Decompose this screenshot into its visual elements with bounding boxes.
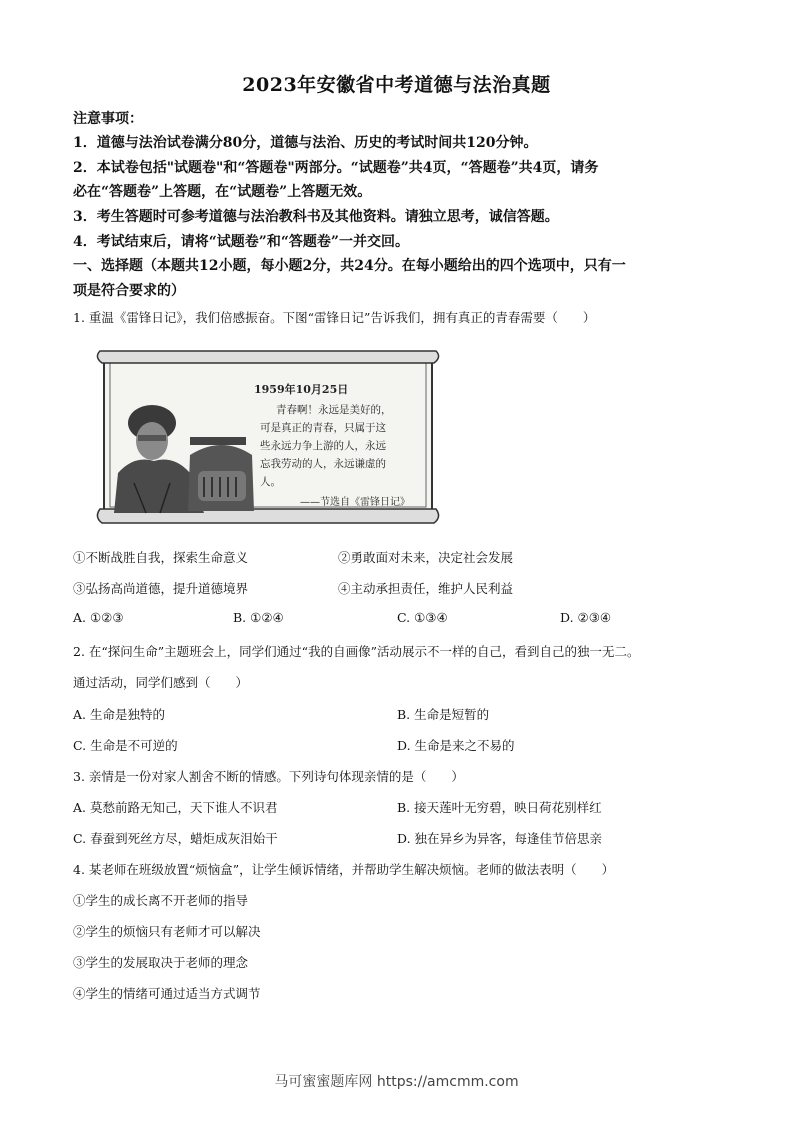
q3-option-c: C. 春蚕到死丝方尽，蜡炬成灰泪始干 [73,831,278,846]
question-3-stem: 3. 亲情是一份对家人割舍不断的情感。下列诗句体现亲情的是（ ） [73,769,464,784]
diary-line: 人。 [260,476,281,488]
q1-statement: ③弘扬高尚道德，提升道德境界 [73,581,249,596]
q1-option-d: D. ②③④ [560,610,612,625]
notice-item: 4．考试结束后，请将“试题卷”和“答题卷”一并交回。 [73,234,409,250]
q2-option-b: B. 生命是短暂的 [397,707,490,722]
notice-item: 1．道德与法治试卷满分80分，道德与法治、历史的考试时间共120分钟。 [73,135,538,151]
notice-item: 2．本试卷包括"试题卷"和“答题卷"两部分。“试题卷”共4页，“答题卷”共4页，请务 [73,160,599,176]
diary-line: 青春啊！永远是美好的， [276,404,392,416]
notice-item: 3．考生答题时可参考道德与法治教科书及其他资料。请独立思考，诚信答题。 [73,209,559,225]
q1-statement: ①不断战胜自我，探索生命意义 [73,550,249,565]
q2-option-a: A. 生命是独特的 [73,707,165,722]
notice-heading: 注意事项： [73,111,143,127]
diary-date: 1959年10月25日 [254,383,349,396]
question-4-stem: 4. 某老师在班级放置“烦恼盒”，让学生倾诉情绪，并帮助学生解决烦恼。老师的做法表明（ ） [73,862,615,877]
q4-statement: ③学生的发展取决于老师的理念 [73,955,249,970]
diary-line: 可是真正的青春，只属于这 [260,422,386,434]
q4-statement: ①学生的成长离不开老师的指导 [73,893,249,908]
question-1-stem: 1. 重温《雷锋日记》，我们倍感振奋。下图“雷锋日记”告诉我们，拥有真正的青春需要（ ） [73,310,596,325]
page-title: 2023年安徽省中考道德与法治真题 [242,74,551,96]
q1-option-b: B. ①②④ [233,610,284,625]
diary-line: 些永远力争上游的人，永远 [260,440,386,452]
lei-feng-diary-image [94,343,442,526]
q1-option-a: A. ①②③ [73,610,124,625]
q3-option-b: B. 接天莲叶无穷碧，映日荷花别样红 [397,800,602,815]
footer-watermark: 马可蜜蜜题库网 https://amcmm.com [274,1074,519,1090]
diary-line: 忘我劳动的人，永远谦虚的 [260,458,386,470]
q4-statement: ②学生的烦恼只有老师才可以解决 [73,924,261,939]
section-heading: 一、选择题（本题共12小题，每小题2分，共24分。在每小题给出的四个选项中，只有一 [73,258,626,274]
q2-option-d: D. 生命是来之不易的 [397,738,515,753]
question-2-stem: 2. 在“探问生命”主题班会上，同学们通过“我的自画像”活动展示不一样的自己，看到自己的独一无二。 [73,644,640,659]
q3-option-a: A. 莫愁前路无知己，天下谁人不识君 [73,800,278,815]
question-2-stem-cont: 通过活动，同学们感到（ ） [73,675,249,690]
q1-statement: ④主动承担责任，维护人民利益 [338,581,514,596]
q2-option-c: C. 生命是不可逆的 [73,738,178,753]
q3-option-d: D. 独在异乡为异客，每逢佳节倍思亲 [397,831,603,846]
section-heading-cont: 项是符合要求的） [73,283,185,299]
q4-statement: ④学生的情绪可通过适当方式调节 [73,986,261,1001]
diary-source: ——节选自《雷锋日记》 [300,497,410,508]
notice-item: 必在“答题卷”上答题，在“试题卷”上答题无效。 [73,184,372,200]
q1-statement: ②勇敢面对未来，决定社会发展 [338,550,514,565]
q1-option-c: C. ①③④ [397,610,448,625]
